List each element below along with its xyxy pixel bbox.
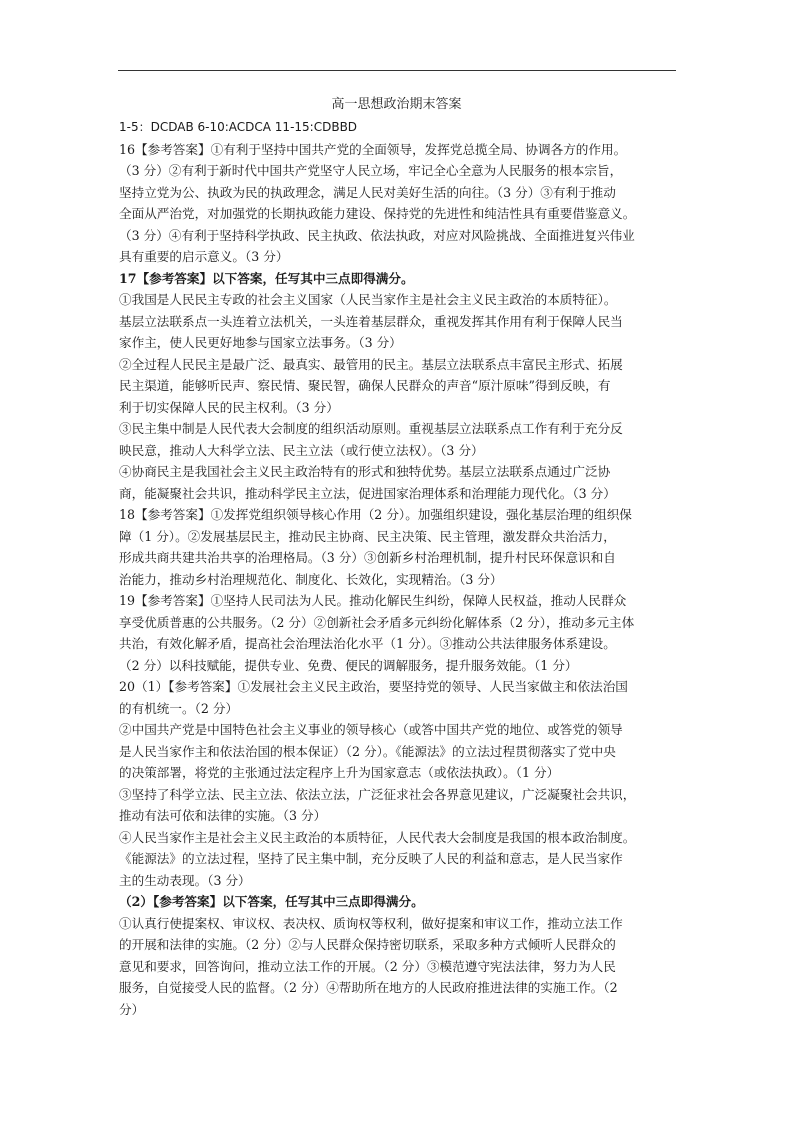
answer-line: 主的生动表现。（3 分）	[119, 872, 251, 888]
answer-line: 享受优质普惠的公共服务。（2 分）②创新社会矛盾多元纠纷化解体系（2 分），推动多元主体	[119, 614, 635, 630]
answer-line: 具有重要的启示意义。（3 分）	[119, 249, 289, 264]
answer-line: 的有机统一。（2 分）	[119, 700, 239, 716]
answer-line: （2）【参考答案】以下答案，任写其中三点即得满分。	[119, 894, 424, 909]
answer-line: ②全过程人民民主是最广泛、最真实、最管用的民主。基层立法联系点丰富民主形式、拓展	[119, 356, 623, 372]
header-rule	[118, 70, 676, 71]
answer-line: ④协商民主是我国社会主义民主政治特有的形式和独特优势。基层立法联系点通过广泛协	[119, 464, 611, 479]
answer-line: 家作主，使人民更好地参与国家立法事务。（3 分）	[119, 335, 402, 350]
answer-line: 20（1）【参考答案】①发展社会主义民主政治，要坚持党的领导、人民当家做主和依法治国	[119, 679, 628, 694]
answer-line: ④人民当家作主是社会主义民主政治的本质特征，人民代表大会制度是我国的根本政治制度。	[119, 829, 636, 845]
answer-line: 《能源法》的立法过程，坚持了民主集中制，充分反映了人民的利益和意志，是人民当家作	[119, 851, 623, 866]
answer-line: 服务，自觉接受人民的监督。（2 分）④帮助所在地方的人民政府推进法律的实施工作。（2	[119, 980, 618, 995]
answer-line: 基层立法联系点一头连着立法机关，一头连着基层群众，重视发挥其作用有利于保障人民当	[119, 313, 623, 329]
answer-line: 18【参考答案】①发挥党组织领导核心作用（2 分）。加强组织建设，强化基层治理的组织保	[119, 507, 632, 522]
answer-line: 分）	[119, 1001, 145, 1017]
answer-line: 利于切实保障人民的民主权利。（3 分）	[119, 399, 339, 415]
answer-content	[119, 117, 687, 1020]
page-title: 高一思想政治期末答案	[331, 97, 462, 112]
answer-line: 推动有法可依和法律的实施。（3 分）	[119, 808, 327, 823]
answer-line: 17【参考答案】以下答案，任写其中三点即得满分。	[119, 270, 414, 286]
answer-line: 19【参考答案】①坚持人民司法为人民。推动化解民生纠纷，保障人民权益，推动人民群众	[119, 593, 627, 608]
answer-line: ①认真行使提案权、审议权、表决权、质询权等权利，做好提案和审议工作，推动立法工作	[119, 915, 623, 931]
answer-line: 治能力，推动乡村治理规范化、制度化、长效化，实现精治。（3 分）	[119, 571, 503, 587]
answer-line: 全面从严治党，对加强党的长期执政能力建设、保持党的先进性和纯洁性具有重要借鉴意义。	[119, 206, 636, 221]
answer-line: ③民主集中制是人民代表大会制度的组织活动原则。重视基层立法联系点工作有利于充分反	[119, 421, 623, 436]
answer-line: 的开展和法律的实施。（2 分）②与人民群众保持密切联系，采取多种方式倾听人民群众的	[119, 937, 616, 952]
answer-line: ③坚持了科学立法、民主立法、依法立法，广泛征求社会各界意见建议，广泛凝聚社会共识，	[119, 786, 636, 802]
answer-line: （3 分）④有利于坚持科学执政、民主执政、依法执政，对应对风险挑战、全面推进复兴伟业	[119, 227, 635, 243]
answer-line: 商，能凝聚社会共识，推动科学民主立法，促进国家治理体系和治理能力现代化。（3 分）	[119, 485, 616, 501]
answer-line: ②中国共产党是中国特色社会主义事业的领导核心（或答中国共产党的地位、或答党的领导	[119, 722, 623, 737]
answer-line: 意见和要求，回答询问，推动立法工作的开展。（2 分）③模范遵守宪法法律，努力为人民	[119, 958, 616, 974]
answer-line: （3 分）②有利于新时代中国共产党坚守人民立场，牢记全心全意为人民服务的根本宗旨，	[119, 163, 623, 178]
answer-line: 民主渠道，能够听民声、察民情、聚民智，确保人民群众的声音“原汁原味”得到反映，有	[119, 378, 611, 393]
answer-line: （2 分）以科技赋能，提供专业、免费、便民的调解服务，提升服务效能。（1 分）	[119, 657, 578, 673]
answer-line: 坚持立党为公、执政为民的执政理念，满足人民对美好生活的向往。（3 分）③有利于推动	[119, 184, 616, 200]
answer-line: 共治，有效化解矛盾，提高社会治理法治化水平（1 分）。③推动公共法律服务体系建设。	[119, 636, 616, 651]
answer-line: 映民意，推动人大科学立法、民主立法（或行使立法权）。（3 分）	[119, 442, 484, 458]
answer-line: 的决策部署，将党的主张通过法定程序上升为国家意志（或依法执政）。（1 分）	[119, 765, 560, 780]
answer-line: 16【参考答案】①有利于坚持中国共产党的全面领导，发挥党总揽全局、协调各方的作用。	[119, 141, 627, 157]
answer-line: 形成共商共建共治共享的治理格局。（3 分）③创新乡村治理机制，提升村民环保意识和自	[119, 550, 616, 565]
answer-line: 障（1 分）。②发展基层民主，推动民主协商、民主决策、民主管理，激发群众共治活力，	[119, 528, 616, 544]
answer-line: ①我国是人民民主专政的社会主义国家（人民当家作主是社会主义民主政治的本质特征）。	[119, 292, 617, 307]
answer-line: 是人民当家作主和依法治国的根本保证）（2 分）。《能源法》的立法过程贯彻落实了党中央	[119, 743, 616, 759]
multiple-choice-answers: 1-5：DCDAB 6-10:ACDCA 11-15:CDBBD	[119, 120, 358, 134]
